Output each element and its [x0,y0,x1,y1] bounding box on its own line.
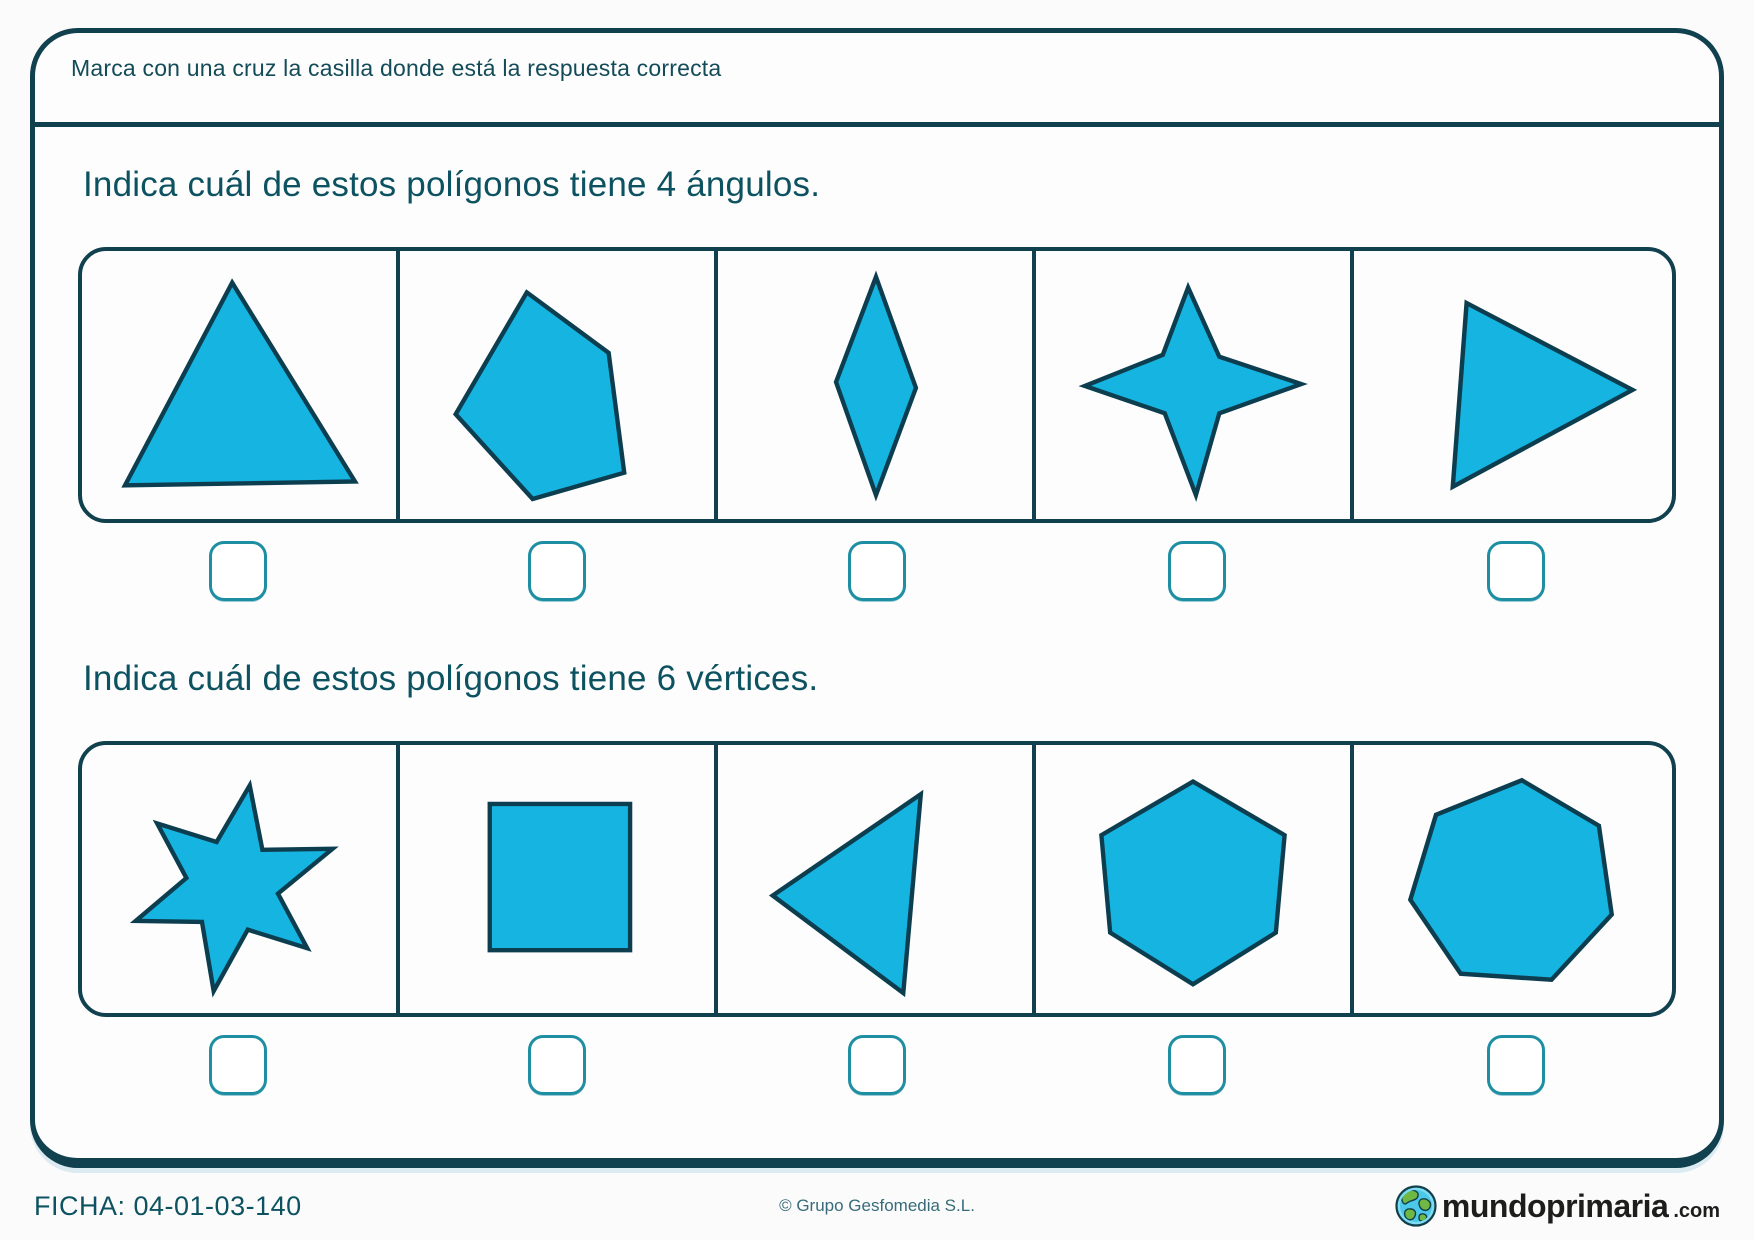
answer-checkbox[interactable] [1487,1035,1545,1095]
logo-text: mundoprimaria [1441,1187,1669,1224]
instruction-bar [35,33,1719,127]
shape-cell-left-triangle [718,745,1036,1013]
answer-checkbox[interactable] [209,541,267,601]
four-pointed-star-icon [1040,255,1346,515]
instruction-text: Marca con una cruz la casilla donde está la respuesta correcta [71,55,722,81]
logo-tld: .com [1673,1200,1720,1222]
shape-cell-rotated-triangle [1354,251,1672,519]
question-1-shape-grid [78,247,1676,523]
shape-cell-six-pointed-star [82,745,400,1013]
copyright-text: © Grupo Gesfomedia S.L. [779,1196,975,1215]
answer-checkbox[interactable] [1487,541,1545,601]
shape-cell-four-pointed-star [1036,251,1354,519]
square-icon [404,749,710,1009]
shape-cell-square [400,745,718,1013]
answer-checkbox[interactable] [1168,541,1226,601]
shape-cell-hexagon [1036,745,1354,1013]
shape-cell-irregular-pentagon [400,251,718,519]
ficha-code: FICHA: 04-01-03-140 [34,1190,302,1221]
rhombus-icon [722,255,1028,515]
worksheet-panel [30,28,1724,1168]
mundoprimaria-logo [1395,1185,1720,1227]
left-triangle-icon [722,749,1028,1009]
answer-checkbox[interactable] [209,1035,267,1095]
question-2-title: Indica cuál de estos polígonos tiene 6 vértices. [83,659,819,698]
answer-checkbox[interactable] [528,541,586,601]
footer [0,1178,1754,1234]
shape-cell-triangle [82,251,400,519]
answer-checkbox[interactable] [528,1035,586,1095]
globe-icon [1395,1185,1437,1227]
question-2-shape-grid [78,741,1676,1017]
question-1-answer-row [78,541,1676,601]
shape-cell-heptagon [1354,745,1672,1013]
heptagon-icon [1358,749,1668,1009]
question-2-answer-row [78,1035,1676,1095]
irregular-pentagon-icon [404,255,710,515]
triangle-icon [86,255,392,515]
rotated-triangle-icon [1358,255,1668,515]
hexagon-icon [1040,749,1346,1009]
question-1-title: Indica cuál de estos polígonos tiene 4 ángulos. [83,165,821,204]
answer-checkbox[interactable] [848,1035,906,1095]
six-pointed-star-icon [86,749,392,1009]
answer-checkbox[interactable] [1168,1035,1226,1095]
answer-checkbox[interactable] [848,541,906,601]
shape-cell-rhombus [718,251,1036,519]
